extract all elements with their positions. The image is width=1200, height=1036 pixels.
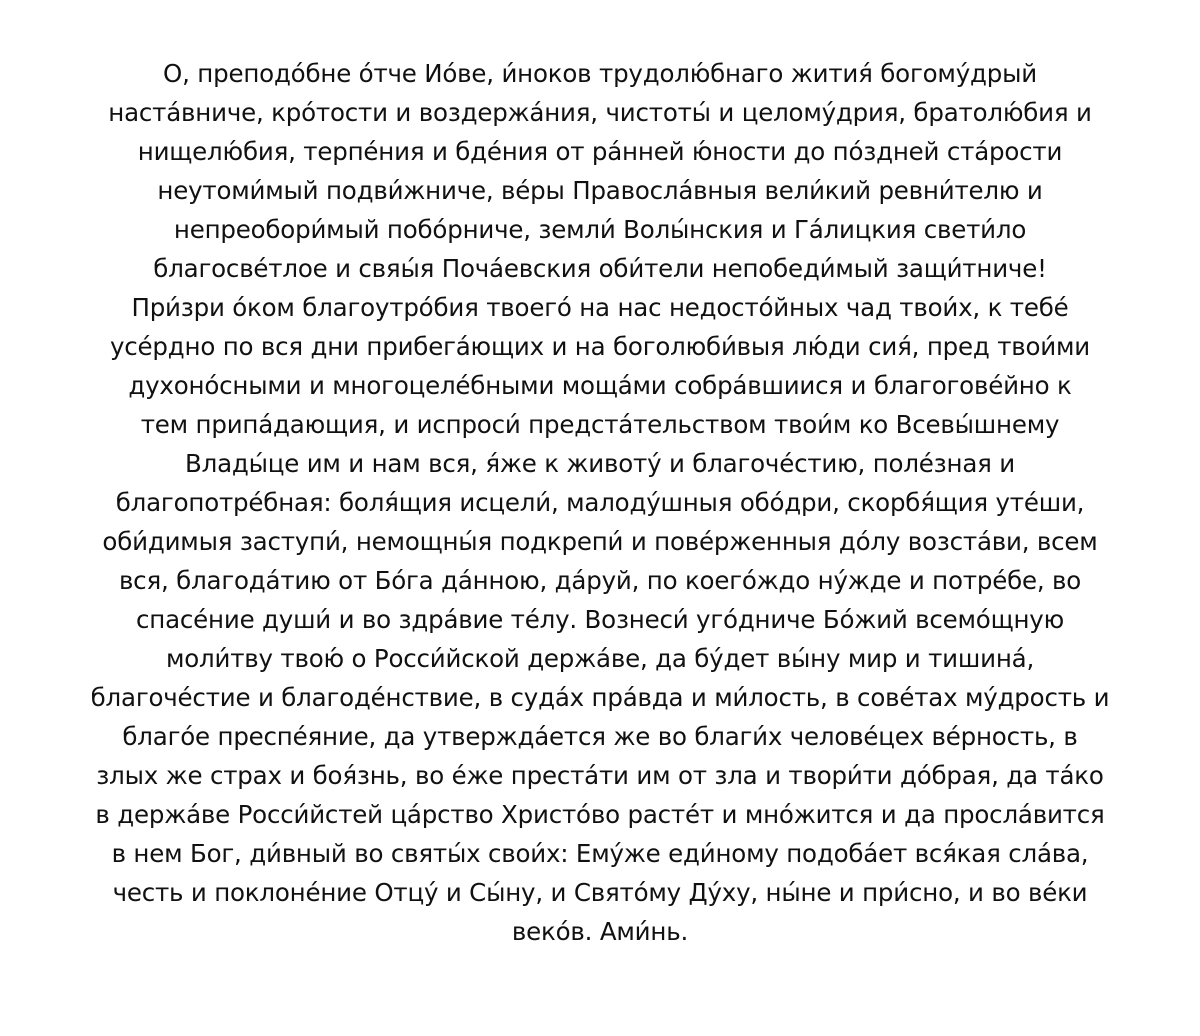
prayer-line: тем припа́дающия, и испроси́ предста́тельством твои́м ко Всевы́шнему	[140, 410, 1060, 439]
prayer-line: духоно́сными и многоцеле́бными моща́ми собра́вшиися и благогове́йно к	[128, 371, 1072, 400]
prayer-line: наста́вниче, кро́тости и воздержа́ния, чистоты́ и целому́дрия, братолю́бия и	[108, 98, 1092, 127]
prayer-line: злых же страх и боя́знь, во е́же преста́ти им от зла и твори́ти до́брая, да та́ко	[96, 761, 1104, 790]
prayer-line: нищелю́бия, терпе́ния и бде́ния от ра́нней ю́ности до по́здней ста́рости	[137, 137, 1063, 166]
prayer-line: моли́тву твою́ о Росси́йской держа́ве, да бу́дет вы́ну мир и тишина́,	[165, 644, 1035, 673]
prayer-line: благоче́стие и благоде́нствие, в суда́х пра́вда и ми́лость, в сове́тах му́дрость и	[90, 683, 1110, 712]
prayer-line: в нем Бог, ди́вный во святы́х свои́х: Ему́же еди́ному подоба́ет вся́кая сла́ва,	[111, 839, 1089, 868]
prayer-line: благопотре́бная: боля́щия исцели́, малоду́шныя обо́дри, скорбя́щия уте́ши,	[115, 488, 1085, 517]
prayer-line: оби́димыя заступи́, немощны́я подкрепи́ и пове́рженныя до́лу возста́ви, всем	[102, 527, 1098, 556]
prayer-line: О, преподо́бне о́тче Ио́ве, и́ноков трудолю́бнаго жития́ богому́дрый	[163, 59, 1037, 88]
prayer-line: благо́е преспе́яние, да утвержда́ется же во благи́х челове́цех ве́рность, в	[122, 722, 1078, 751]
prayer-line: неутоми́мый подви́жниче, ве́ры Правосла́вныя вели́кий ревни́телю и	[157, 176, 1043, 205]
prayer-line: непреобори́мый побо́рниче, земли́ Волы́нския и Га́лицкия свети́ло	[173, 215, 1027, 244]
prayer-line: Влады́це им и нам вся, я́же к животу́ и благоче́стию, поле́зная и	[185, 449, 1015, 478]
prayer-line: веко́в. Ами́нь.	[511, 917, 689, 946]
prayer-line: спасе́ние души́ и во здра́вие те́лу. Вознеси́ уго́дниче Бо́жий всемо́щную	[135, 605, 1065, 634]
prayer-line: вся, благода́тию от Бо́га да́нною, да́руй, по коего́ждо ну́жде и потре́бе, во	[118, 566, 1082, 595]
prayer-line: При́зри о́ком благоутро́бия твоего́ на нас недосто́йных чад твои́х, к тебе́	[131, 293, 1069, 322]
prayer-line: в держа́ве Росси́йстей ца́рство Христо́во расте́т и мно́жится и да просла́вится	[95, 800, 1105, 829]
prayer-line: благосве́тлое и свяы́я Поча́евския оби́тели непобеди́мый защи́тниче!	[153, 254, 1047, 283]
prayer-line: усе́рдно по вся дни прибега́ющих и на боголюби́выя лю́ди сия́, пред твои́ми	[109, 332, 1091, 361]
prayer-line: честь и поклоне́ние Отцу́ и Сы́ну, и Свято́му Ду́ху, ны́не и при́сно, и во ве́ки	[112, 878, 1088, 907]
prayer-text-block	[0, 54, 1200, 951]
